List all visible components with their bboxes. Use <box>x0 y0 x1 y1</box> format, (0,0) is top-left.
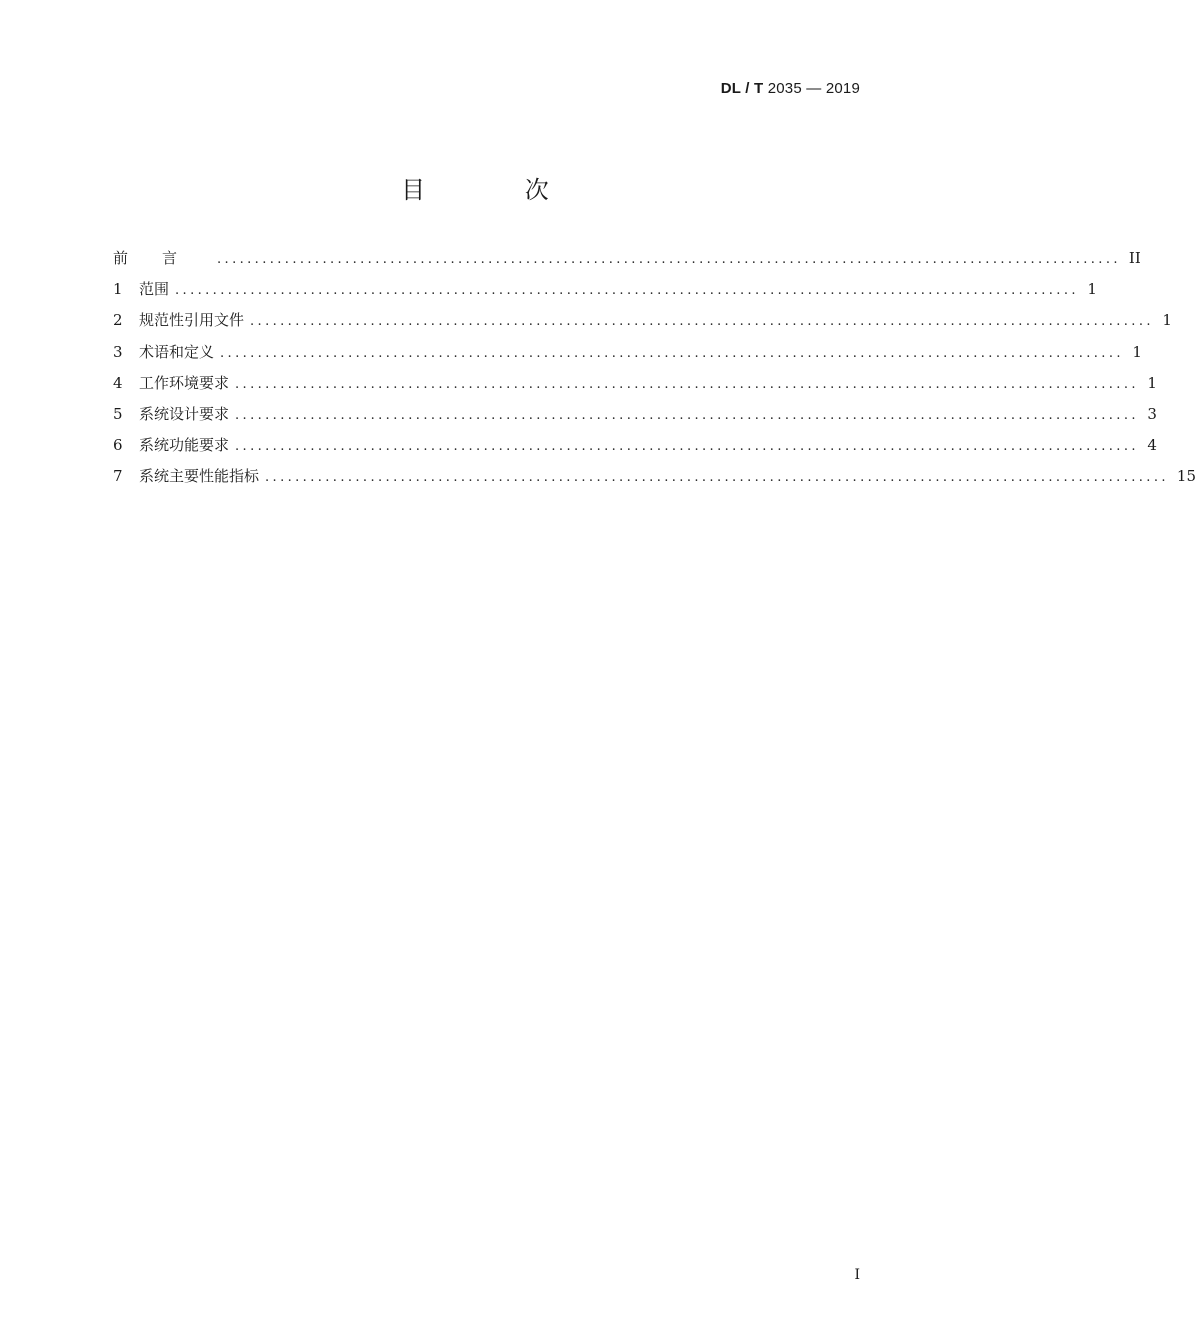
standard-code-header <box>721 80 860 97</box>
table-of-contents <box>113 247 1196 497</box>
toc-entry-label: 范围 <box>139 280 170 299</box>
toc-entry-label: 术语和定义 <box>139 342 215 361</box>
toc-entry-label: 工作环境要求 <box>139 373 230 392</box>
toc-entry-system-functions[interactable] <box>113 434 1157 465</box>
toc-dot-leader: ........................................................................................................................ <box>217 252 1121 267</box>
toc-dot-leader: ........................................................................................................................ <box>235 376 1139 392</box>
toc-entry-system-design[interactable] <box>113 403 1157 434</box>
toc-dot-leader: ........................................................................................................................ <box>235 439 1139 455</box>
toc-entry-number: 3 <box>113 342 123 361</box>
toc-entry-page: 1 <box>1132 342 1142 361</box>
toc-entry-page: 1 <box>1147 373 1157 392</box>
page-number: I <box>854 1267 860 1283</box>
toc-entry-page: II <box>1128 249 1141 267</box>
toc-entry-number: 6 <box>113 436 123 455</box>
toc-entry-normative-references[interactable] <box>113 309 1172 340</box>
toc-entry-label: 前言 <box>113 249 212 267</box>
toc-entry-label: 系统主要性能指标 <box>139 467 260 486</box>
toc-dot-leader: ........................................................................................................................ <box>250 314 1154 330</box>
toc-entry-performance-indicators[interactable] <box>113 465 1196 496</box>
standard-number: 2035 — 2019 <box>767 80 860 97</box>
toc-entry-label: 系统功能要求 <box>139 436 230 455</box>
toc-entry-page: 3 <box>1147 404 1157 423</box>
toc-entry-label: 规范性引用文件 <box>139 311 245 330</box>
toc-entry-number: 1 <box>113 280 123 299</box>
toc-dot-leader: ........................................................................................................................ <box>265 470 1169 486</box>
toc-dot-leader: ........................................................................................................................ <box>220 345 1124 361</box>
toc-entry-number: 7 <box>113 467 123 486</box>
page-title: 目 次 <box>401 176 595 204</box>
toc-entry-number: 2 <box>113 311 123 330</box>
toc-entry-terms-definitions[interactable] <box>113 341 1142 372</box>
toc-entry-page: 1 <box>1162 311 1172 330</box>
toc-entry-page: 15 <box>1176 467 1196 486</box>
toc-entry-page: 4 <box>1147 436 1157 455</box>
toc-dot-leader: ........................................................................................................................ <box>175 283 1079 299</box>
toc-dot-leader: ........................................................................................................................ <box>235 407 1139 423</box>
toc-entry-label: 系统设计要求 <box>139 404 230 423</box>
toc-entry-number: 5 <box>113 404 123 423</box>
toc-entry-scope[interactable] <box>113 278 1097 309</box>
toc-entry-number: 4 <box>113 373 123 392</box>
standard-prefix: DL / T <box>720 80 764 97</box>
toc-entry-page: 1 <box>1087 280 1097 299</box>
toc-entry-work-environment[interactable] <box>113 372 1157 403</box>
toc-entry-foreword[interactable] <box>113 247 1141 278</box>
